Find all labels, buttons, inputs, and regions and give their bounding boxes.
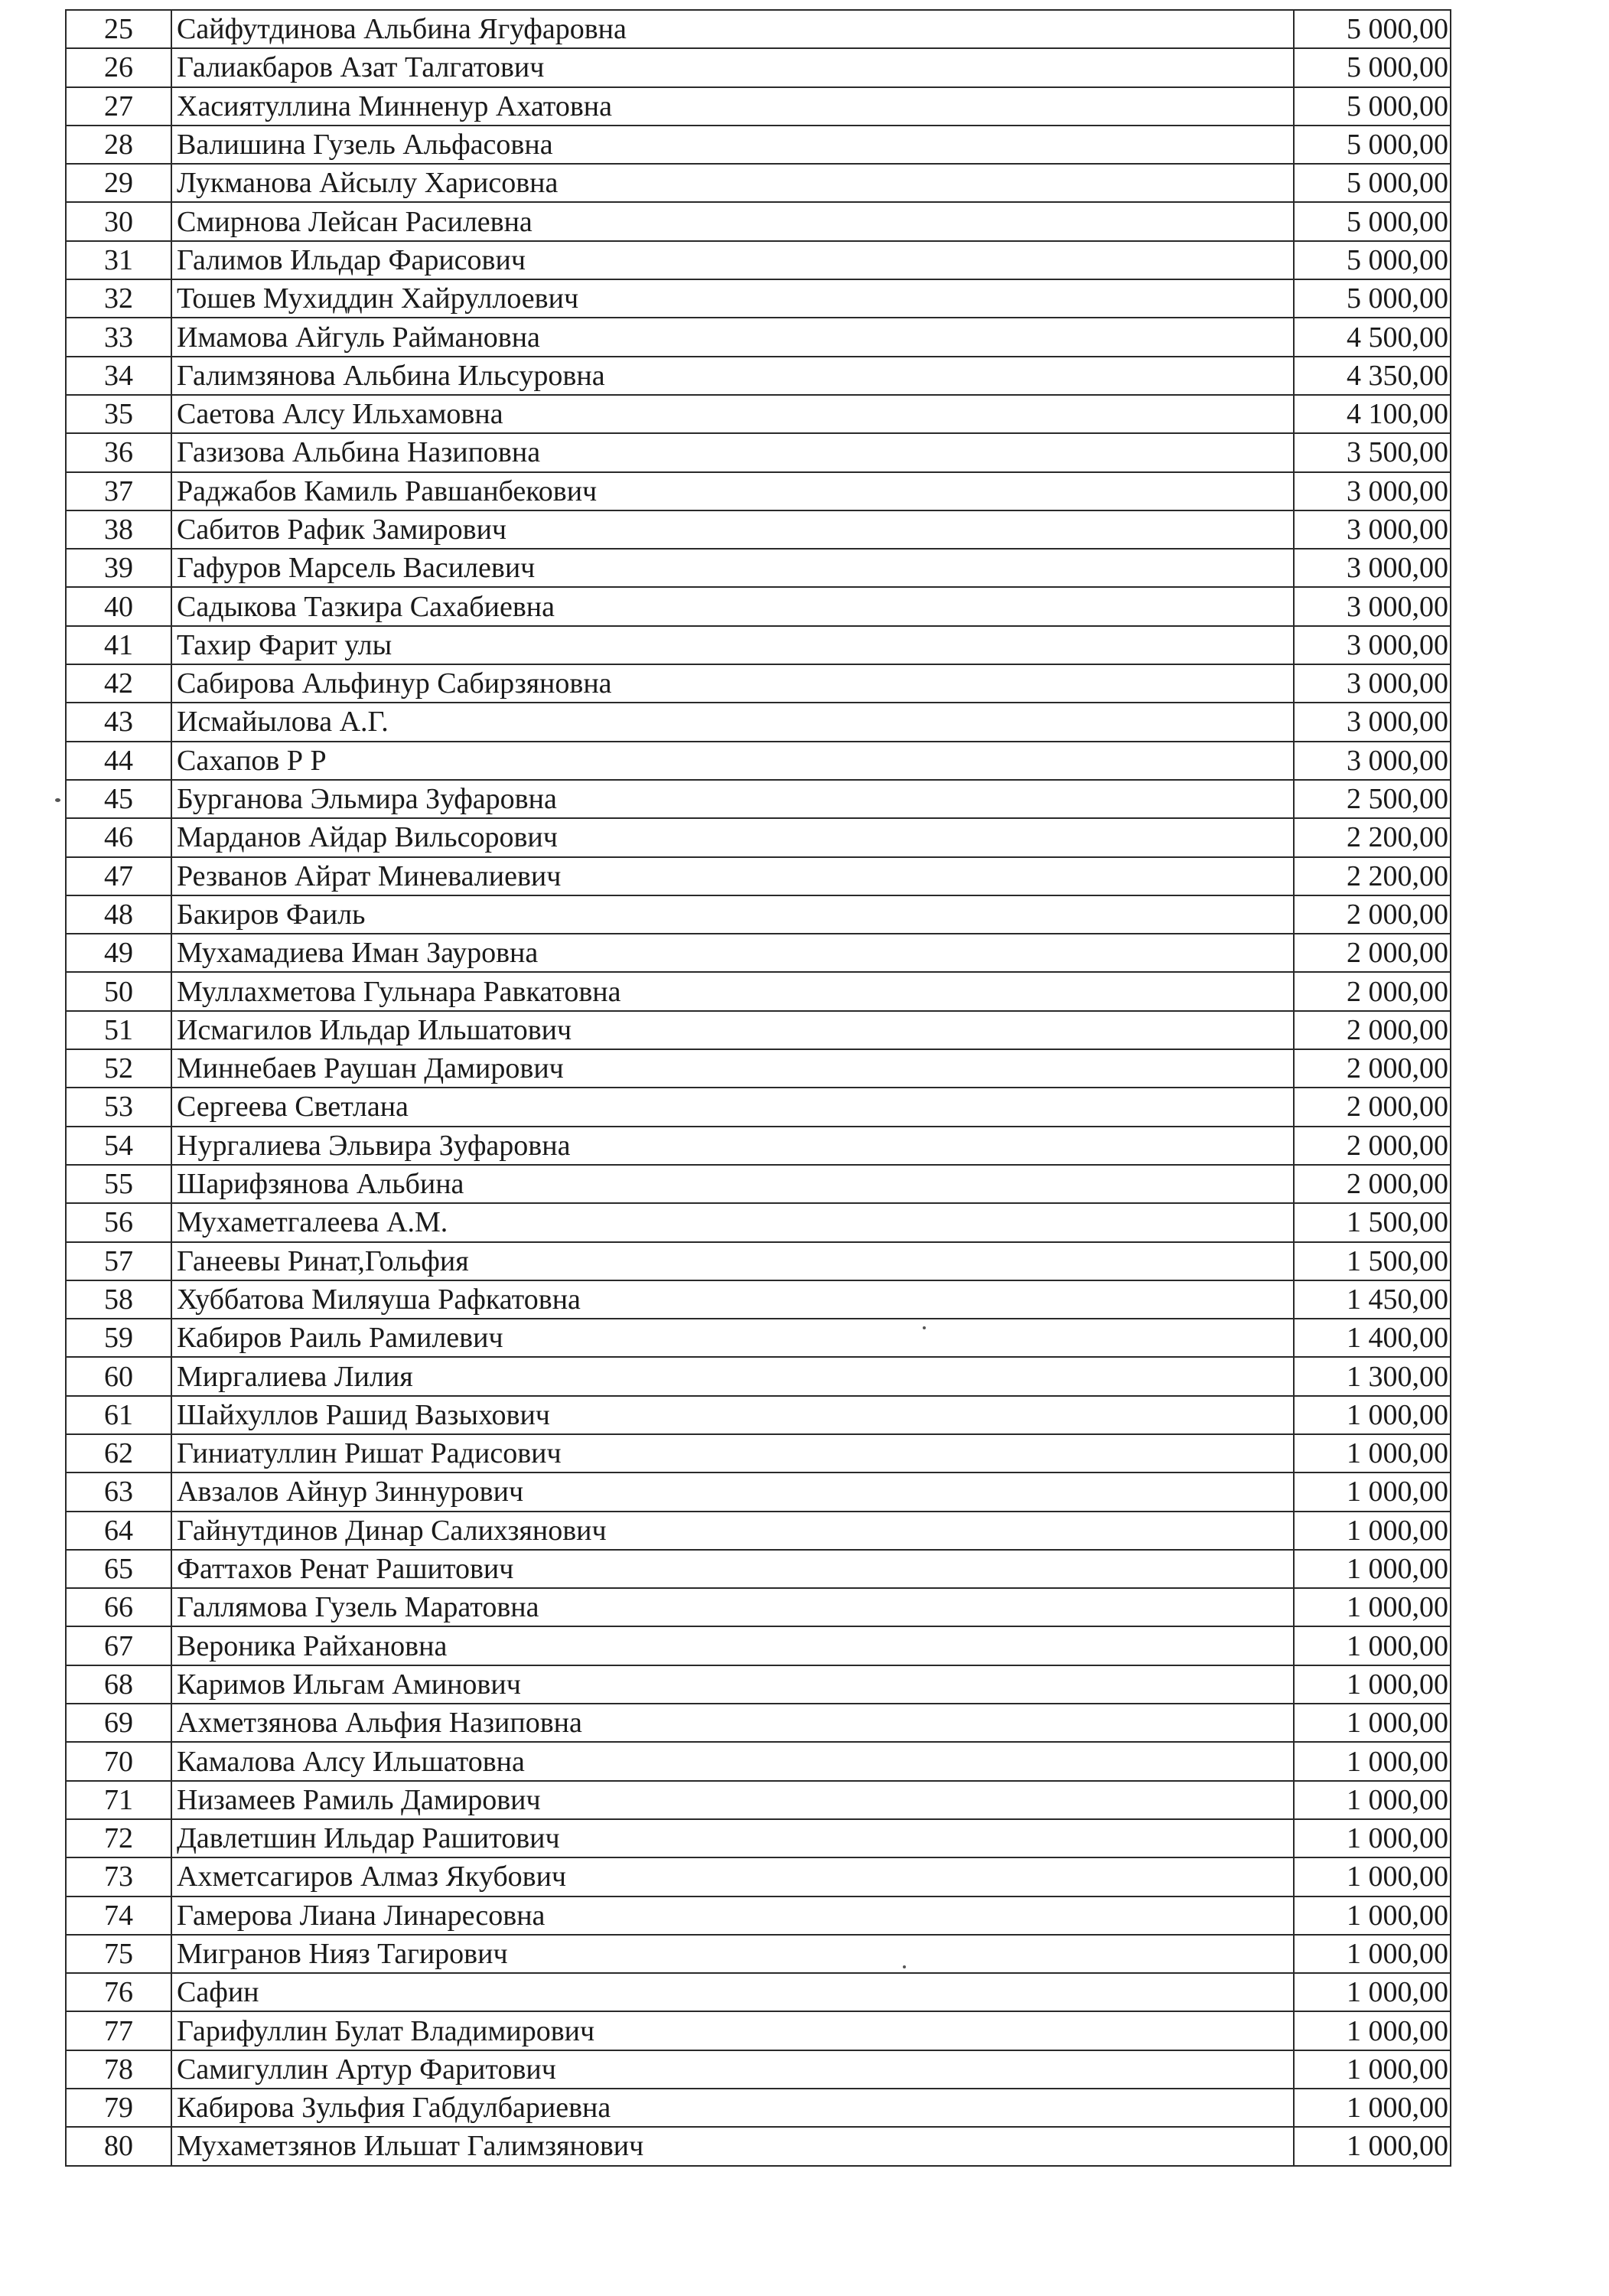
donor-name: Тахир Фарит улы	[171, 626, 1294, 664]
table-row	[66, 1011, 1451, 1049]
donor-name: Галимзянова Альбина Ильсуровна	[171, 357, 1294, 395]
table-row	[66, 1127, 1451, 1165]
donation-amount: 3 000,00	[1294, 510, 1451, 549]
table-row	[66, 857, 1451, 895]
donor-name: Вероника Райхановна	[171, 1626, 1294, 1665]
donor-name: Кабиров Раиль Рамилевич	[171, 1319, 1294, 1357]
row-number: 44	[66, 742, 171, 780]
donation-amount: 5 000,00	[1294, 10, 1451, 48]
donation-amount: 1 300,00	[1294, 1357, 1451, 1395]
donor-name: Имамова Айгуль Раймановна	[171, 318, 1294, 356]
donor-name: Сайфутдинова Альбина Ягуфаровна	[171, 10, 1294, 48]
donor-name: Резванов Айрат Миневалиевич	[171, 857, 1294, 895]
row-number: 32	[66, 279, 171, 318]
row-number: 61	[66, 1396, 171, 1434]
table-row	[66, 126, 1451, 164]
row-number: 63	[66, 1473, 171, 1511]
row-number: 43	[66, 703, 171, 741]
donor-name: Шарифзянова Альбина	[171, 1165, 1294, 1203]
donor-name: Мухаметзянов Ильшат Галимзянович	[171, 2127, 1294, 2165]
donation-amount: 3 000,00	[1294, 472, 1451, 510]
donor-name: Садыкова Тазкира Сахабиевна	[171, 587, 1294, 625]
donation-amount: 1 000,00	[1294, 1550, 1451, 1588]
row-number: 39	[66, 549, 171, 587]
donor-name: Саетова Алсу Ильхамовна	[171, 395, 1294, 433]
row-number: 27	[66, 87, 171, 126]
table-row	[66, 1550, 1451, 1588]
donor-name: Камалова Алсу Ильшатовна	[171, 1742, 1294, 1780]
row-number: 41	[66, 626, 171, 664]
row-number: 75	[66, 1935, 171, 1973]
donor-name: Хасиятуллина Минненур Ахатовна	[171, 87, 1294, 126]
donor-name: Галлямова Гузель Маратовна	[171, 1588, 1294, 1626]
table-row	[66, 780, 1451, 818]
row-number: 80	[66, 2127, 171, 2165]
donor-name: Самигуллин Артур Фаритович	[171, 2050, 1294, 2089]
table-row	[66, 2050, 1451, 2089]
row-number: 65	[66, 1550, 171, 1588]
donor-name: Мухамадиева Иман Зауровна	[171, 934, 1294, 972]
table-row	[66, 1473, 1451, 1511]
donor-name: Сафин	[171, 1973, 1294, 2011]
table-row	[66, 1588, 1451, 1626]
donor-name: Гарифуллин Булат Владимирович	[171, 2011, 1294, 2050]
row-number: 34	[66, 357, 171, 395]
table-row	[66, 10, 1451, 48]
donation-amount: 2 000,00	[1294, 934, 1451, 972]
donor-name: Миннебаев Раушан Дамирович	[171, 1049, 1294, 1088]
row-number: 71	[66, 1781, 171, 1819]
row-number: 54	[66, 1127, 171, 1165]
row-number: 38	[66, 510, 171, 549]
donor-name: Хуббатова Миляуша Рафкатовна	[171, 1280, 1294, 1319]
donation-amount: 1 450,00	[1294, 1280, 1451, 1319]
donation-amount: 1 000,00	[1294, 1704, 1451, 1742]
donation-amount: 3 000,00	[1294, 626, 1451, 664]
table-row	[66, 1242, 1451, 1280]
donor-name: Бурганова Эльмира Зуфаровна	[171, 780, 1294, 818]
table-row	[66, 1973, 1451, 2011]
donor-name: Нургалиева Эльвира Зуфаровна	[171, 1127, 1294, 1165]
donation-amount: 1 000,00	[1294, 2089, 1451, 2127]
table-row	[66, 1742, 1451, 1780]
donation-amount: 2 000,00	[1294, 1165, 1451, 1203]
table-row	[66, 1280, 1451, 1319]
donation-amount: 5 000,00	[1294, 279, 1451, 318]
donation-amount: 1 000,00	[1294, 1857, 1451, 1896]
donor-name: Гиниатуллин Ришат Радисович	[171, 1434, 1294, 1473]
row-number: 55	[66, 1165, 171, 1203]
row-number: 49	[66, 934, 171, 972]
table-row	[66, 510, 1451, 549]
row-number: 45	[66, 780, 171, 818]
row-number: 26	[66, 48, 171, 86]
table-row	[66, 1088, 1451, 1126]
donor-name: Бакиров Фаиль	[171, 895, 1294, 934]
donation-amount: 5 000,00	[1294, 202, 1451, 240]
table-row	[66, 1819, 1451, 1857]
donor-name: Газизова Альбина Назиповна	[171, 433, 1294, 471]
table-row	[66, 703, 1451, 741]
donation-amount: 3 000,00	[1294, 587, 1451, 625]
table-row	[66, 1896, 1451, 1935]
donor-name: Сабирова Альфинур Сабирзяновна	[171, 664, 1294, 703]
row-number: 36	[66, 433, 171, 471]
donation-amount: 4 500,00	[1294, 318, 1451, 356]
donation-amount: 5 000,00	[1294, 164, 1451, 202]
table-row	[66, 626, 1451, 664]
table-row	[66, 472, 1451, 510]
donor-name: Мигранов Нияз Тагирович	[171, 1935, 1294, 1973]
row-number: 48	[66, 895, 171, 934]
donor-name: Исмагилов Ильдар Ильшатович	[171, 1011, 1294, 1049]
table-row	[66, 2127, 1451, 2165]
donation-amount: 1 000,00	[1294, 1665, 1451, 1704]
row-number: 47	[66, 857, 171, 895]
row-number: 57	[66, 1242, 171, 1280]
table-row	[66, 357, 1451, 395]
row-number: 33	[66, 318, 171, 356]
donor-name: Ахметсагиров Алмаз Якубович	[171, 1857, 1294, 1896]
row-number: 52	[66, 1049, 171, 1088]
donation-amount: 5 000,00	[1294, 87, 1451, 126]
donor-name: Фаттахов Ренат Рашитович	[171, 1550, 1294, 1588]
table-row	[66, 1665, 1451, 1704]
table-row	[66, 279, 1451, 318]
donation-amount: 5 000,00	[1294, 126, 1451, 164]
donation-amount: 2 000,00	[1294, 1088, 1451, 1126]
donation-amount: 2 200,00	[1294, 818, 1451, 856]
row-number: 78	[66, 2050, 171, 2089]
donor-name: Сергеева Светлана	[171, 1088, 1294, 1126]
table-row	[66, 1165, 1451, 1203]
donation-amount: 1 000,00	[1294, 1473, 1451, 1511]
table-row	[66, 549, 1451, 587]
donation-amount: 1 000,00	[1294, 1935, 1451, 1973]
row-number: 74	[66, 1896, 171, 1935]
row-number: 51	[66, 1011, 171, 1049]
table-row	[66, 895, 1451, 934]
table-row	[66, 1781, 1451, 1819]
donation-amount: 1 000,00	[1294, 1512, 1451, 1550]
donation-amount: 3 000,00	[1294, 664, 1451, 703]
donor-name: Сахапов Р Р	[171, 742, 1294, 780]
row-number: 62	[66, 1434, 171, 1473]
table-row	[66, 1319, 1451, 1357]
donation-amount: 2 000,00	[1294, 972, 1451, 1010]
donor-name: Гамерова Лиана Линаресовна	[171, 1896, 1294, 1935]
donation-amount: 2 000,00	[1294, 1049, 1451, 1088]
table-row	[66, 1704, 1451, 1742]
row-number: 29	[66, 164, 171, 202]
row-number: 69	[66, 1704, 171, 1742]
row-number: 25	[66, 10, 171, 48]
donor-name: Лукманова Айсылу Харисовна	[171, 164, 1294, 202]
donor-name: Муллахметова Гульнара Равкатовна	[171, 972, 1294, 1010]
donor-name: Мухаметгалеева А.М.	[171, 1203, 1294, 1241]
table-row	[66, 318, 1451, 356]
row-number: 77	[66, 2011, 171, 2050]
donation-amount: 1 000,00	[1294, 1819, 1451, 1857]
table-row	[66, 742, 1451, 780]
row-number: 35	[66, 395, 171, 433]
donor-name: Смирнова Лейсан Расилевна	[171, 202, 1294, 240]
donation-amount: 3 000,00	[1294, 703, 1451, 741]
table-row	[66, 1357, 1451, 1395]
row-number: 58	[66, 1280, 171, 1319]
table-row	[66, 1857, 1451, 1896]
table-row	[66, 972, 1451, 1010]
donation-amount: 5 000,00	[1294, 241, 1451, 279]
row-number: 31	[66, 241, 171, 279]
table-row	[66, 241, 1451, 279]
donation-amount: 3 000,00	[1294, 549, 1451, 587]
row-number: 37	[66, 472, 171, 510]
row-number: 73	[66, 1857, 171, 1896]
donation-amount: 1 500,00	[1294, 1203, 1451, 1241]
donation-amount: 2 200,00	[1294, 857, 1451, 895]
donation-amount: 1 000,00	[1294, 1588, 1451, 1626]
donation-amount: 5 000,00	[1294, 48, 1451, 86]
donation-amount: 2 000,00	[1294, 895, 1451, 934]
donor-name: Исмайылова А.Г.	[171, 703, 1294, 741]
row-number: 66	[66, 1588, 171, 1626]
donation-amount: 4 350,00	[1294, 357, 1451, 395]
donor-name: Раджабов Камиль Равшанбекович	[171, 472, 1294, 510]
donation-amount: 1 000,00	[1294, 2050, 1451, 2089]
scan-speck	[55, 798, 60, 802]
donation-amount: 1 000,00	[1294, 1973, 1451, 2011]
row-number: 70	[66, 1742, 171, 1780]
row-number: 68	[66, 1665, 171, 1704]
row-number: 64	[66, 1512, 171, 1550]
donation-amount: 2 000,00	[1294, 1011, 1451, 1049]
table-row	[66, 587, 1451, 625]
table-row	[66, 2011, 1451, 2050]
row-number: 60	[66, 1357, 171, 1395]
donation-amount: 1 000,00	[1294, 1742, 1451, 1780]
donor-name: Миргалиева Лилия	[171, 1357, 1294, 1395]
donor-name: Тошев Мухиддин Хайруллоевич	[171, 279, 1294, 318]
scan-speck	[903, 1965, 906, 1968]
row-number: 50	[66, 972, 171, 1010]
table-row	[66, 934, 1451, 972]
row-number: 42	[66, 664, 171, 703]
table-row	[66, 48, 1451, 86]
donation-amount: 1 000,00	[1294, 2011, 1451, 2050]
donor-name: Марданов Айдар Вильсорович	[171, 818, 1294, 856]
donation-amount: 1 000,00	[1294, 1781, 1451, 1819]
row-number: 30	[66, 202, 171, 240]
row-number: 59	[66, 1319, 171, 1357]
donor-name: Ганеевы Ринат,Гольфия	[171, 1242, 1294, 1280]
table-row	[66, 87, 1451, 126]
row-number: 79	[66, 2089, 171, 2127]
donation-amount: 1 000,00	[1294, 1626, 1451, 1665]
donor-name: Галиакбаров Азат Талгатович	[171, 48, 1294, 86]
donor-table-body	[66, 10, 1451, 2166]
scan-speck	[923, 1326, 926, 1329]
donor-name: Шайхуллов Рашид Вазыхович	[171, 1396, 1294, 1434]
donor-name: Каримов Ильгам Аминович	[171, 1665, 1294, 1704]
donation-amount: 1 000,00	[1294, 1434, 1451, 1473]
donation-amount: 2 000,00	[1294, 1127, 1451, 1165]
table-row	[66, 1049, 1451, 1088]
row-number: 53	[66, 1088, 171, 1126]
donation-amount: 3 000,00	[1294, 742, 1451, 780]
donor-name: Авзалов Айнур Зиннурович	[171, 1473, 1294, 1511]
row-number: 28	[66, 126, 171, 164]
donor-name: Низамеев Рамиль Дамирович	[171, 1781, 1294, 1819]
row-number: 46	[66, 818, 171, 856]
table-row	[66, 1396, 1451, 1434]
table-row	[66, 164, 1451, 202]
donation-amount: 1 500,00	[1294, 1242, 1451, 1280]
donor-name: Гафуров Марсель Василевич	[171, 549, 1294, 587]
table-row	[66, 818, 1451, 856]
donor-name: Валишина Гузель Альфасовна	[171, 126, 1294, 164]
table-row	[66, 1935, 1451, 1973]
row-number: 67	[66, 1626, 171, 1665]
table-row	[66, 433, 1451, 471]
row-number: 72	[66, 1819, 171, 1857]
donor-name: Кабирова Зульфия Габдулбариевна	[171, 2089, 1294, 2127]
table-row	[66, 395, 1451, 433]
table-row	[66, 1434, 1451, 1473]
donor-name: Гайнутдинов Динар Салихзянович	[171, 1512, 1294, 1550]
table-row	[66, 1512, 1451, 1550]
row-number: 40	[66, 587, 171, 625]
donation-amount: 3 500,00	[1294, 433, 1451, 471]
donation-amount: 1 400,00	[1294, 1319, 1451, 1357]
donation-amount: 1 000,00	[1294, 1396, 1451, 1434]
donor-table	[65, 9, 1451, 2167]
table-row	[66, 1626, 1451, 1665]
table-row	[66, 1203, 1451, 1241]
table-row	[66, 2089, 1451, 2127]
donor-name: Ахметзянова Альфия Назиповна	[171, 1704, 1294, 1742]
donor-name: Сабитов Рафик Замирович	[171, 510, 1294, 549]
donation-amount: 4 100,00	[1294, 395, 1451, 433]
donation-amount: 1 000,00	[1294, 1896, 1451, 1935]
donor-name: Давлетшин Ильдар Рашитович	[171, 1819, 1294, 1857]
table-row	[66, 664, 1451, 703]
donation-amount: 2 500,00	[1294, 780, 1451, 818]
donation-amount: 1 000,00	[1294, 2127, 1451, 2165]
donor-name: Галимов Ильдар Фарисович	[171, 241, 1294, 279]
row-number: 56	[66, 1203, 171, 1241]
row-number: 76	[66, 1973, 171, 2011]
table-row	[66, 202, 1451, 240]
